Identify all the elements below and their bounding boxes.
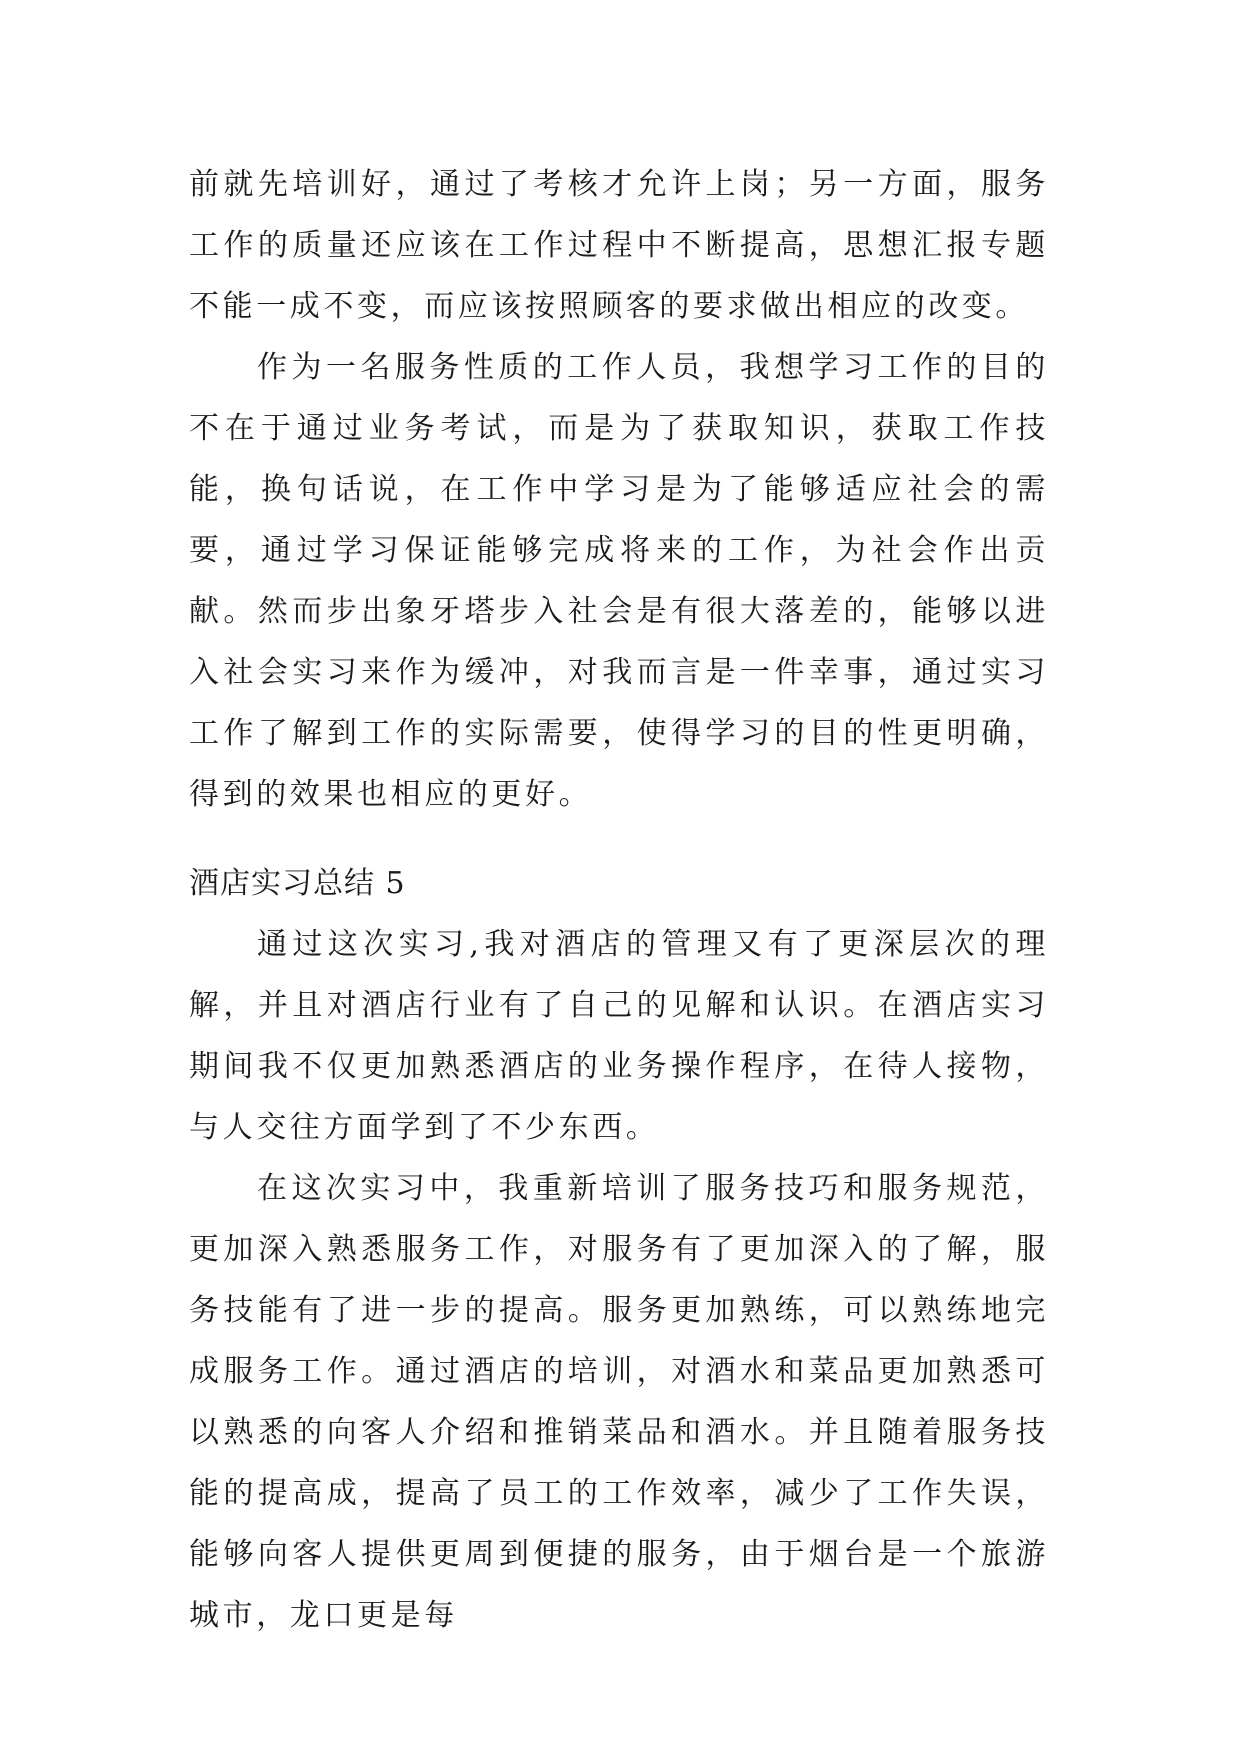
paragraph: 在这次实习中，我重新培训了服务技巧和服务规范，更加深入熟悉服务工作，对服务有了更加深入的了解，服务技能有了进一步的提高。服务更加熟练，可以熟练地完成服务工作。通过酒店的培训，对酒水和菜品更加熟悉可以熟悉的向客人介绍和推销菜品和酒水。并且随着服务技能的提高成，提高了员工的工作效率，减少了工作失误，能够向客人提供更周到便捷的服务，由于烟台是一个旅游城市，龙口更是每 <box>189 1171 1049 1633</box>
paragraph: 通过这次实习,我对酒店的管理又有了更深层次的理解，并且对酒店行业有了自己的见解和认识。在酒店实习期间我不仅更加熟悉酒店的业务操作程序，在待人接物，与人交往方面学到了不少东西。 <box>189 927 1049 1145</box>
text-block-continuation <box>189 154 1049 825</box>
section-heading: 酒店实习总结 5 <box>189 866 406 901</box>
paragraph: 前就先培训好，通过了考核才允许上岗；另一方面，服务工作的质量还应该在工作过程中不断提高，思想汇报专题不能一成不变，而应该按照顾客的要求做出相应的改变。 <box>189 167 1049 324</box>
text-block-section <box>189 853 1049 1646</box>
paragraph: 作为一名服务性质的工作人员，我想学习工作的目的不在于通过业务考试，而是为了获取知识，获取工作技能，换句话说，在工作中学习是为了能够适应社会的需要，通过学习保证能够完成将来的工作，为社会作出贡献。然而步出象牙塔步入社会是有很大落差的，能够以进入社会实习来作为缓冲，对我而言是一件幸事，通过实习工作了解到工作的实际需要，使得学习的目的性更明确，得到的效果也相应的更好。 <box>189 350 1049 812</box>
